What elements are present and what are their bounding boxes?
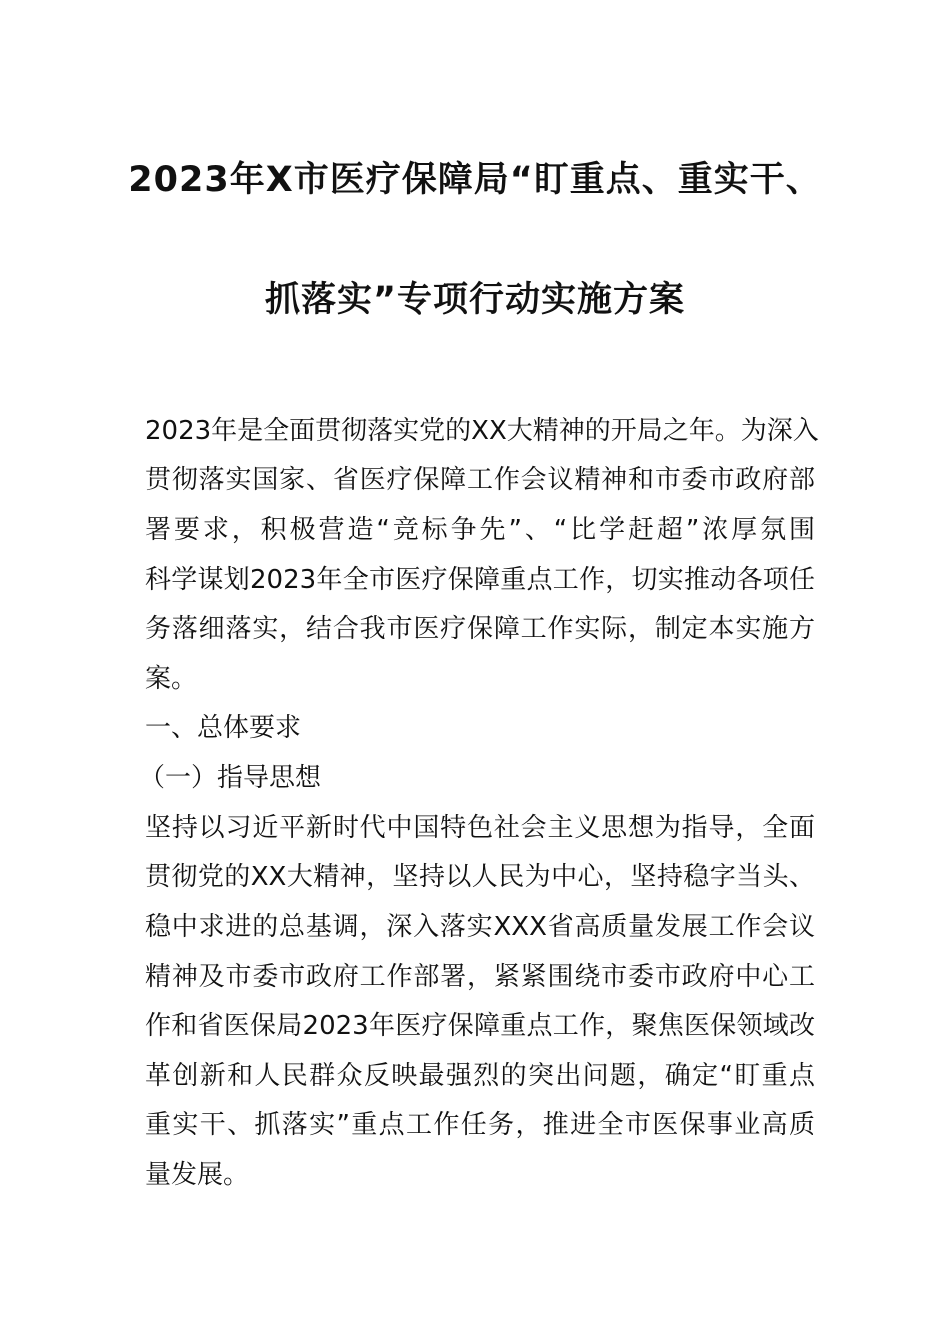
guiding-line: 量发展。 [145, 1160, 250, 1190]
document-title-line-2: 抓落实”专项行动实施方案 [264, 280, 685, 320]
guiding-line: 作和省医保局2023年医疗保障重点工作，聚焦医保领域改 [145, 1011, 815, 1041]
guiding-line: 贯彻党的XX大精神，坚持以人民为中心，坚持稳字当头、 [145, 862, 815, 892]
subsection-heading: （一）指导思想 [139, 763, 322, 793]
intro-line: 案。 [145, 664, 198, 694]
guiding-line: 坚持以习近平新时代中国特色社会主义思想为指导，全面 [145, 813, 815, 843]
guiding-line: 重实干、抓落实”重点工作任务，推进全市医保事业高质 [145, 1110, 815, 1140]
intro-line: 贯彻落实国家、省医疗保障工作会议精神和市委市政府部 [145, 465, 815, 495]
intro-line: 科学谋划2023年全市医疗保障重点工作，切实推动各项任 [145, 565, 815, 595]
intro-line: 署要求，积极营造“竞标争先”、“比学赶超”浓厚氛围 [145, 515, 815, 545]
guiding-line: 精神及市委市政府工作部署，紧紧围绕市委市政府中心工 [145, 962, 815, 992]
intro-line: 2023年是全面贯彻落实党的XX大精神的开局之年。为深入 [145, 416, 819, 446]
guiding-line: 革创新和人民群众反映最强烈的突出问题，确定“盯重点 [145, 1061, 815, 1091]
section-heading: 一、总体要求 [145, 713, 302, 743]
intro-line: 务落细落实，结合我市医疗保障工作实际，制定本实施方 [145, 614, 815, 644]
guiding-line: 稳中求进的总基调，深入落实XXX省高质量发展工作会议 [145, 912, 815, 942]
document-title-line-1: 2023年X市医疗保障局“盯重点、重实干、 [128, 160, 822, 200]
